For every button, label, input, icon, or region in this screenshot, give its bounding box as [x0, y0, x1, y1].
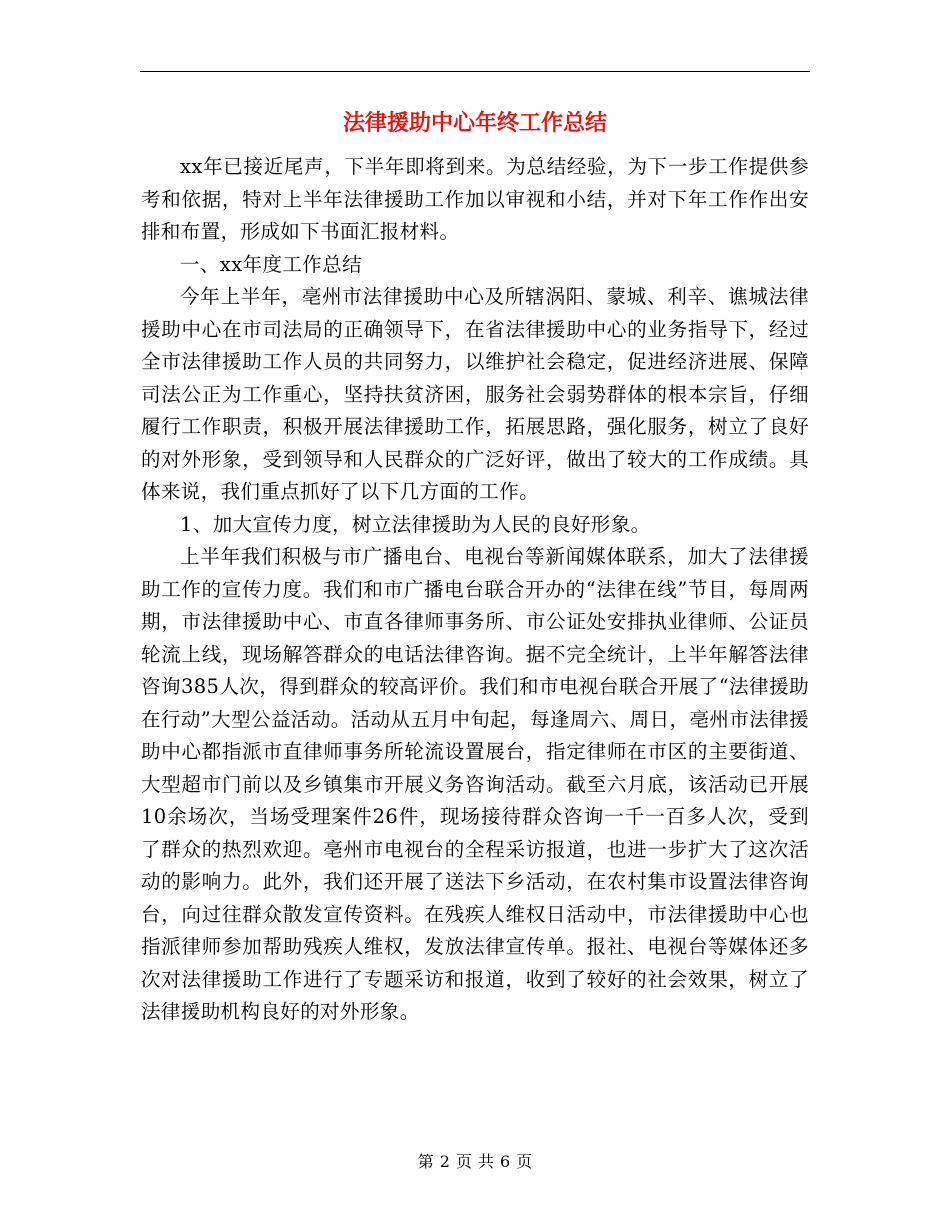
document-title: 法律援助中心年终工作总结: [342, 111, 607, 136]
page-footer: [0, 1150, 950, 1174]
section-heading: 一、xx年度工作总结: [180, 252, 362, 276]
footer-total-pages: 6: [500, 1152, 511, 1171]
footer-suffix: 页: [516, 1152, 533, 1171]
footer-prefix: 第: [417, 1152, 434, 1171]
document-body: [141, 151, 809, 1029]
subsection-heading: 1、加大宣传力度，树立法律援助为人民的良好形象。: [180, 512, 651, 536]
footer-current-page: 2: [439, 1152, 450, 1171]
paragraph-publicity: 上半年我们积极与市广播电台、电视台等新闻媒体联系，加大了法律援助工作的宣传力度。我们和市广播电台联合开办的“法律在线”节目，每周两期，市法律援助中心、市直各律师事务所、市公证处安排执业律师、公证员轮流上线，现场解答群众的电话法律咨询。据不完全统计，上半年解答法律咨询385人次，得到群众的较高评价。我们和市电视台联合开展了“法律援助在行动”大型公益活动。活动从五月中旬起，每逢周六、周日，亳州市法律援助中心都指派市直律师事务所轮流设置展台，指定律师在市区的主要街道、大型超市门前以及乡镇集市开展义务咨询活动。截至六月底，该活动已开展10余场次，当场受理案件26件，现场接待群众咨询一千一百多人次，受到了群众的热烈欢迎。亳州市电视台的全程采访报道，也进一步扩大了这次活动的影响力。此外，我们还开展了送法下乡活动，在农村集市设置法律咨询台，向过往群众散发宣传资料。在残疾人维权日活动中，市法律援助中心也指派律师参加帮助残疾人维权，发放法律宣传单。报社、电视台等媒体还多次对法律援助工作进行了专题采访和报道，收到了较好的社会效果，树立了法律援助机构良好的对外形象。: [141, 545, 809, 1023]
paragraph-intro: xx年已接近尾声，下半年即将到来。为总结经验，为下一步工作提供参考和依据，特对上半年法律援助工作加以审视和小结，并对下年工作作出安排和布置，形成如下书面汇报材料。: [141, 155, 809, 243]
header-rule: [140, 71, 810, 72]
paragraph-overview: 今年上半年，亳州市法律援助中心及所辖涡阳、蒙城、利辛、谯城法律援助中心在市司法局的正确领导下，在省法律援助中心的业务指导下，经过全市法律援助工作人员的共同努力，以维护社会稳定，促进经济进展、保障司法公正为工作重心，坚持扶贫济困，服务社会弱势群体的根本宗旨，仔细履行工作职责，积极开展法律援助工作，拓展思路，强化服务，树立了良好的对外形象，受到领导和人民群众的广泛好评，做出了较大的工作成绩。具体来说，我们重点抓好了以下几方面的工作。: [141, 285, 809, 503]
footer-total-word: 共: [478, 1152, 495, 1171]
footer-page-word: 页: [455, 1152, 472, 1171]
